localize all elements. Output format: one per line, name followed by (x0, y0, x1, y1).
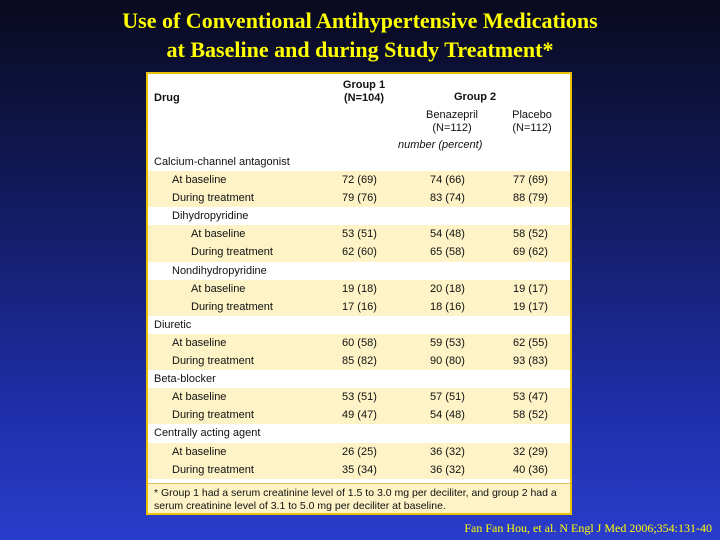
cell-benazepril: 74 (66) (430, 174, 465, 187)
table-row (148, 262, 570, 280)
cell-placebo: 32 (29) (513, 445, 548, 458)
cell-group1: 49 (47) (342, 409, 377, 422)
cell-placebo: 19 (17) (513, 282, 548, 295)
header-benazepril-label: Benazepril (426, 109, 478, 121)
table-row (148, 316, 570, 334)
header-benazepril (412, 109, 492, 135)
cell-placebo: 93 (83) (513, 355, 548, 368)
table-footnote: * Group 1 had a serum creatinine level of 1.5 to 3.0 mg per deciliter, and group 2 had a serum creatinine level of 3.1 to 5.0 mg per deciliter at baseline. (148, 483, 570, 513)
table-row (148, 171, 570, 189)
table-row (148, 298, 570, 316)
row-label: At baseline (172, 336, 227, 349)
table-row (148, 461, 570, 479)
table-row (148, 334, 570, 352)
row-label: At baseline (172, 391, 227, 404)
table-body (148, 153, 570, 479)
row-label: Dihydropyridine (172, 210, 249, 223)
row-label: During treatment (172, 409, 254, 422)
cell-group1: 19 (18) (342, 282, 377, 295)
table-row (148, 370, 570, 388)
header-drug: Drug (154, 92, 180, 104)
row-label: During treatment (172, 355, 254, 368)
cell-group1: 17 (16) (342, 300, 377, 313)
table-row (148, 280, 570, 298)
cell-placebo: 77 (69) (513, 174, 548, 187)
table-row (148, 406, 570, 424)
cell-benazepril: 20 (18) (430, 282, 465, 295)
cell-benazepril: 36 (32) (430, 463, 465, 476)
cell-placebo: 19 (17) (513, 300, 548, 313)
cell-placebo: 58 (52) (513, 228, 548, 241)
header-group2: Group 2 (454, 91, 497, 103)
row-label: During treatment (172, 463, 254, 476)
cell-benazepril: 18 (16) (430, 300, 465, 313)
cell-placebo: 40 (36) (513, 463, 548, 476)
cell-placebo: 62 (55) (513, 336, 548, 349)
citation: Fan Fan Hou, et al. N Engl J Med 2006;354:131-40 (464, 521, 712, 535)
row-label: During treatment (191, 246, 273, 259)
header-benazepril-n: (N=112) (432, 122, 472, 134)
cell-placebo: 58 (52) (513, 409, 548, 422)
cell-placebo: 69 (62) (513, 246, 548, 259)
row-label: At baseline (172, 445, 227, 458)
cell-group1: 53 (51) (342, 228, 377, 241)
header-placebo (503, 109, 561, 135)
cell-benazepril: 54 (48) (430, 409, 465, 422)
row-label: Beta-blocker (154, 373, 216, 386)
row-label: During treatment (172, 192, 254, 205)
table-row (148, 443, 570, 461)
cell-benazepril: 59 (53) (430, 336, 465, 349)
header-unit: number (percent) (398, 139, 483, 151)
cell-group1: 60 (58) (342, 336, 377, 349)
medication-table (146, 72, 572, 515)
cell-group1: 72 (69) (342, 174, 377, 187)
cell-benazepril: 83 (74) (430, 192, 465, 205)
header-placebo-label: Placebo (512, 109, 552, 121)
row-label: Calcium-channel antagonist (154, 156, 290, 168)
cell-group1: 26 (25) (342, 445, 377, 458)
header-group1 (336, 79, 392, 105)
table-row (148, 424, 570, 442)
row-label: At baseline (191, 282, 246, 295)
cell-benazepril: 57 (51) (430, 391, 465, 404)
row-label: At baseline (172, 174, 227, 187)
title-line-1: Use of Conventional Antihypertensive Medications (122, 8, 598, 33)
cell-group1: 62 (60) (342, 246, 377, 259)
cell-group1: 53 (51) (342, 391, 377, 404)
table-row (148, 189, 570, 207)
cell-placebo: 53 (47) (513, 391, 548, 404)
cell-benazepril: 90 (80) (430, 355, 465, 368)
row-label: At baseline (191, 228, 246, 241)
row-label: During treatment (191, 300, 273, 313)
table-row (148, 352, 570, 370)
title-line-2: at Baseline and during Study Treatment* (166, 37, 554, 62)
cell-benazepril: 54 (48) (430, 228, 465, 241)
row-label: Nondihydropyridine (172, 264, 267, 277)
table-row (148, 153, 570, 171)
header-group1-n: (N=104) (343, 92, 385, 104)
cell-group1: 35 (34) (342, 463, 377, 476)
table-row (148, 225, 570, 243)
row-label: Centrally acting agent (154, 427, 261, 440)
table-row (148, 388, 570, 406)
header-placebo-n: (N=112) (512, 122, 552, 134)
cell-benazepril: 65 (58) (430, 246, 465, 259)
table-row (148, 207, 570, 225)
row-label: Diuretic (154, 318, 192, 331)
header-group1-label: Group 1 (342, 79, 386, 91)
slide-title (0, 6, 720, 64)
cell-benazepril: 36 (32) (430, 445, 465, 458)
cell-placebo: 88 (79) (513, 192, 548, 205)
table-row (148, 243, 570, 261)
cell-group1: 85 (82) (342, 355, 377, 368)
cell-group1: 79 (76) (342, 192, 377, 205)
